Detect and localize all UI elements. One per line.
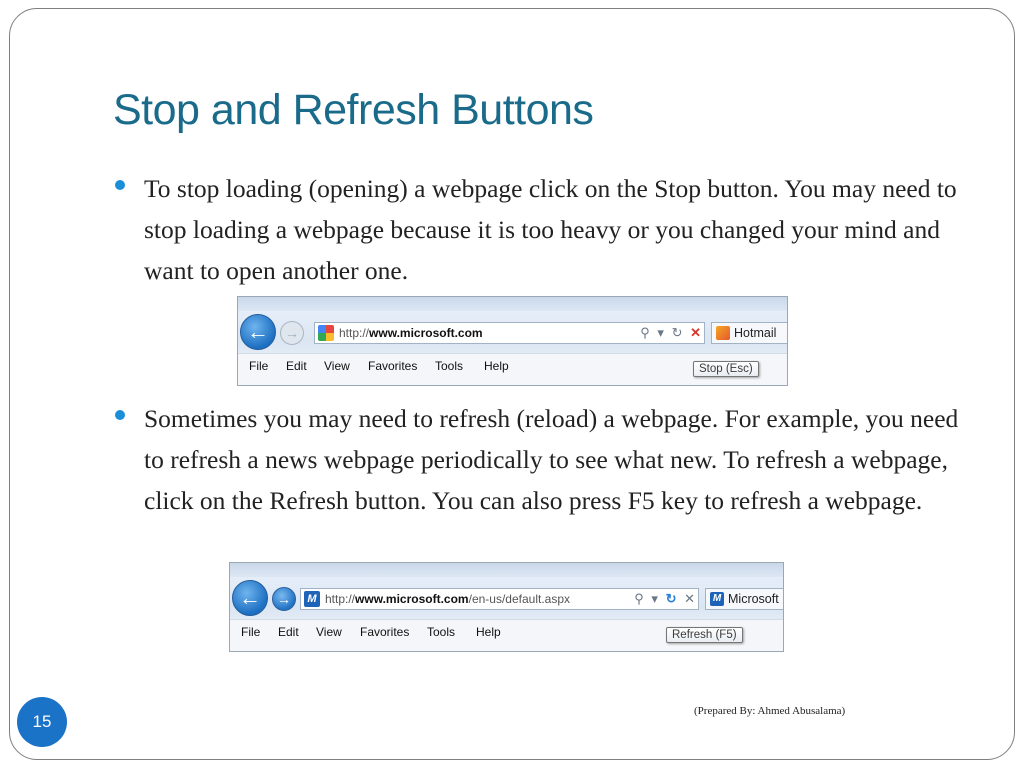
bullet-refresh-description: Sometimes you may need to refresh (reload) a webpage. For example, you need to refresh a news webpage periodically to see what new. To refresh a webpage, click on the Refresh button. You can also press F5 key to refresh a webpage.: [144, 404, 959, 515]
microsoft-favicon-icon: M: [304, 591, 320, 607]
address-bar-tools: [630, 589, 695, 609]
stop-icon[interactable]: ✕: [684, 591, 695, 606]
author-credit: (Prepared By: Ahmed Abusalama): [694, 705, 846, 717]
address-bar[interactable]: [300, 588, 699, 610]
browser-screenshot-refresh: [229, 562, 784, 652]
stop-button-icon[interactable]: ✕: [690, 325, 701, 340]
microsoft-tab-icon: M: [710, 592, 724, 606]
tab-label: Microsoft: [728, 592, 779, 606]
menu-help[interactable]: Help: [484, 359, 509, 373]
window-title-band: [230, 563, 783, 577]
menu-file[interactable]: File: [249, 359, 269, 373]
chevron-down-icon[interactable]: ▾: [657, 325, 664, 340]
menu-bar: [230, 619, 783, 652]
menu-view[interactable]: View: [316, 625, 342, 639]
menu-bar: [238, 353, 787, 386]
browser-tab-hotmail[interactable]: [711, 322, 788, 344]
menu-tools[interactable]: Tools: [435, 359, 464, 373]
address-url: http://www.microsoft.com/en-us/default.aspx: [325, 592, 571, 606]
forward-arrow-icon[interactable]: →: [280, 321, 304, 345]
menu-edit[interactable]: Edit: [286, 359, 307, 373]
window-title-band: [238, 297, 787, 311]
address-bar[interactable]: [314, 322, 705, 344]
hotmail-icon: [716, 326, 730, 340]
browser-tab-microsoft[interactable]: [705, 588, 784, 610]
tab-label: Hotmail: [734, 326, 777, 340]
google-favicon-icon: [318, 325, 334, 341]
browser-screenshot-stop: [237, 296, 788, 386]
search-icon[interactable]: ⚲: [634, 591, 644, 606]
menu-tools[interactable]: Tools: [427, 625, 456, 639]
menu-view[interactable]: View: [324, 359, 350, 373]
stop-tooltip: Stop (Esc): [693, 361, 759, 377]
menu-favorites[interactable]: Favorites: [368, 359, 418, 373]
menu-edit[interactable]: Edit: [278, 625, 299, 639]
refresh-tooltip: Refresh (F5): [666, 627, 743, 643]
refresh-button-icon[interactable]: ↻: [665, 591, 677, 606]
back-arrow-icon[interactable]: ←: [240, 314, 276, 350]
menu-favorites[interactable]: Favorites: [360, 625, 410, 639]
refresh-icon[interactable]: ↻: [671, 325, 683, 340]
menu-help[interactable]: Help: [476, 625, 501, 639]
search-icon[interactable]: ⚲: [640, 325, 650, 340]
forward-arrow-icon[interactable]: →: [272, 587, 296, 611]
back-arrow-icon[interactable]: ←: [232, 580, 268, 616]
address-bar-tools: [636, 323, 701, 343]
chevron-down-icon[interactable]: ▾: [651, 591, 658, 606]
address-url: http://www.microsoft.com: [339, 326, 483, 340]
menu-file[interactable]: File: [241, 625, 261, 639]
bullet-stop-description: To stop loading (opening) a webpage click on the Stop button. You may need to stop loading a webpage because it is too heavy or you changed your mind and want to open another one.: [144, 174, 957, 285]
slide-title: Stop and Refresh Buttons: [113, 86, 594, 134]
page-number-badge: 15: [17, 697, 67, 747]
